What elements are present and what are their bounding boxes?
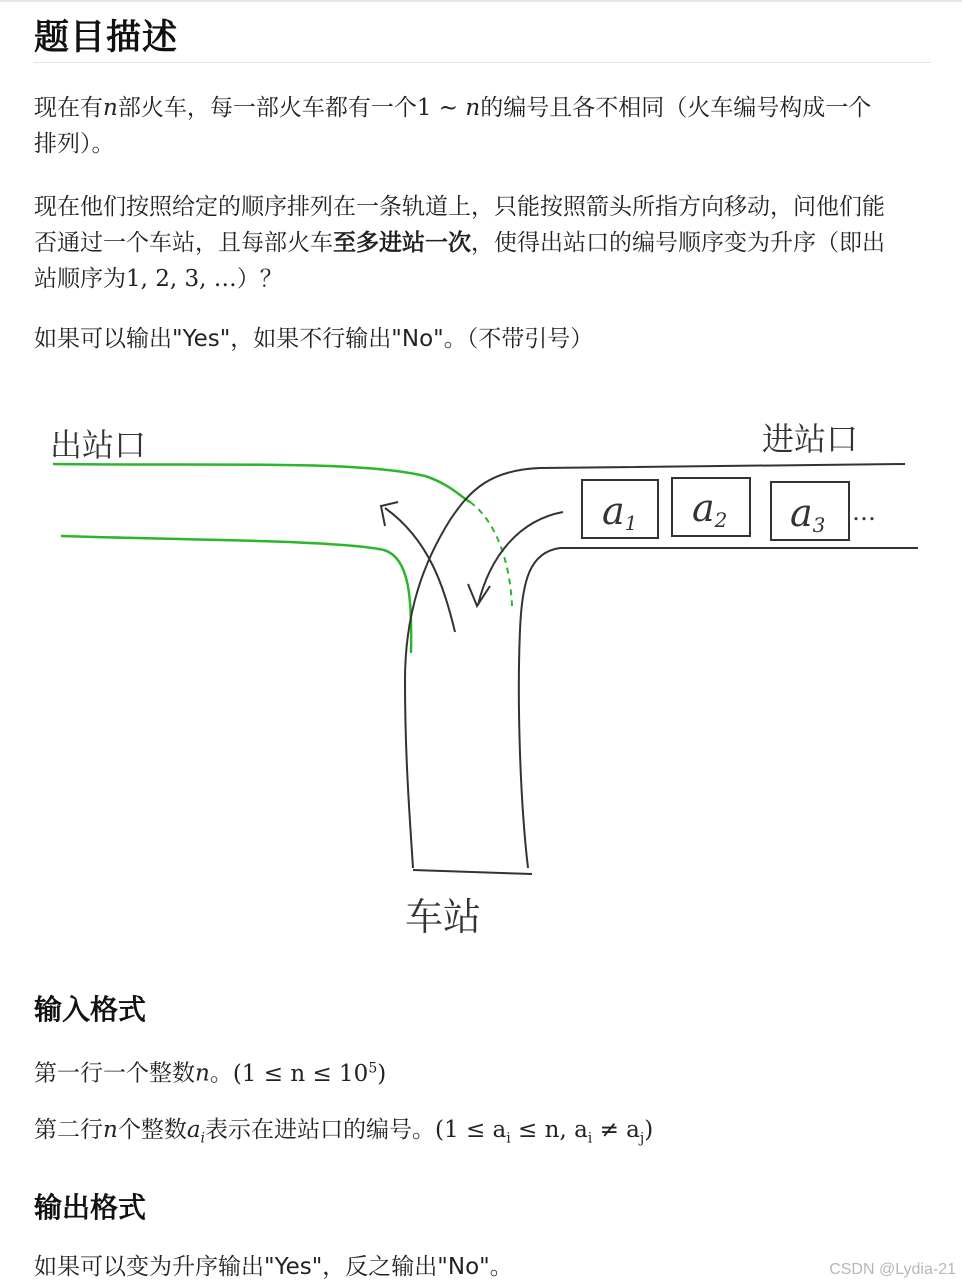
station-diagram — [0, 380, 962, 960]
entry-track-top — [405, 464, 905, 868]
math-range: 1 ∼ — [416, 95, 466, 121]
output-line: 如果可以变为升序输出"Yes"，反之输出"No"。 — [34, 1254, 513, 1280]
entry-track-bottom — [519, 548, 918, 868]
emphasis-text: 至多进站一次 — [333, 230, 471, 256]
exit-label: 出站口 — [50, 426, 147, 464]
description-paragraph-3: 如果可以输出"Yes"，如果不行输出"No"。（不带引号） — [34, 326, 594, 352]
continuation-dots: … — [852, 498, 876, 526]
math-n: n — [103, 95, 118, 121]
constraint-n: $(1 \le n \le 10^5)$ — [232, 1060, 387, 1087]
exit-arrow — [385, 508, 455, 632]
exit-arrow-head — [381, 502, 398, 526]
input-line-1: 第一行一个整数n。$(1 \le n \le 10^5)$ — [34, 1060, 387, 1087]
exit-track-dashed — [470, 502, 512, 606]
car2-label: a2 — [692, 486, 728, 532]
output-format-heading: 输出格式 — [34, 1191, 147, 1224]
top-divider — [0, 0, 962, 2]
entry-arrow-head — [468, 584, 490, 606]
exit-track-bottom — [62, 536, 411, 652]
watermark: CSDN @Lydia-21 — [829, 1261, 956, 1278]
title-divider — [34, 62, 931, 63]
description-paragraph-2: 现在他们按照给定的顺序排列在一条轨道上，只能按照箭头所指方向移动，问他们能 否通过一个车站，且每部火车至多进站一次，使得出站口的编号顺序变为升序（即出 站顺序为1, 2, 3, …）？ — [34, 194, 885, 292]
input-format-heading: 输入格式 — [34, 993, 147, 1026]
constraint-ai: ($1 \le a_i \le n$, $a_i \ne a_j$) — [435, 1117, 654, 1147]
station-label: 车站 — [405, 895, 482, 939]
car3-label: a3 — [790, 491, 826, 537]
entry-arrow — [478, 512, 563, 605]
exit-track-top — [54, 464, 470, 502]
entry-label: 进站口 — [762, 420, 859, 458]
station-bottom — [413, 870, 532, 874]
input-line-2: 第二行n个整数$a_i$表示在进站口的编号。($1 \le a_i \le n$, $a_i \ne a_j$) — [34, 1117, 654, 1147]
description-paragraph-1: 现在有n部火车，每一部火车都有一个1 ∼ n的编号且各不相同（火车编号构成一个 排列）。 — [34, 95, 872, 157]
car1-label: a1 — [602, 489, 638, 535]
math-sequence: 1, 2, 3, … — [126, 266, 237, 292]
page-title: 题目描述 — [34, 18, 179, 58]
